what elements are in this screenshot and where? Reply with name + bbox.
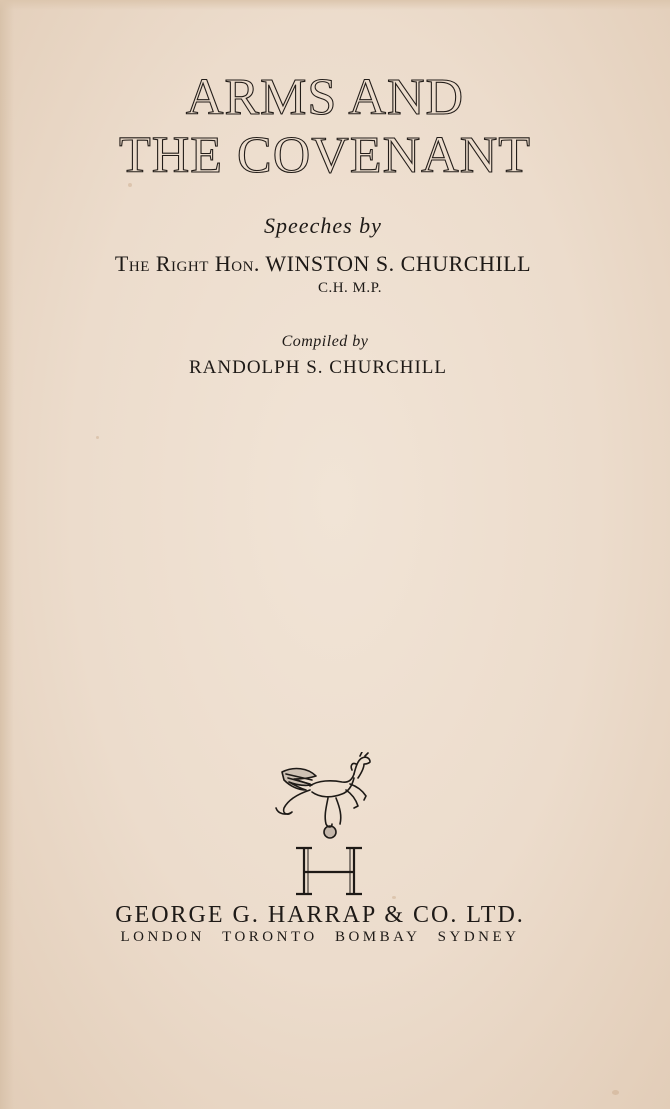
author-prefix: The Right Hon. [114, 251, 260, 276]
publisher-cities [0, 929, 655, 946]
compiled-by-label: Compiled by [281, 333, 369, 350]
city-name: TORONTO [222, 929, 318, 945]
compiler-name: RANDOLPH S. CHURCHILL [189, 357, 447, 378]
pegasus-harrap-colophon-icon [270, 752, 380, 898]
city-name: SYDNEY [437, 929, 520, 945]
speeches-by-label: Speeches by [264, 213, 382, 238]
book-title-line-2: THE COVENANT [118, 127, 532, 184]
book-title-line-1: ARMS AND [185, 69, 465, 126]
paper-speck [612, 1090, 619, 1095]
paper-speck [392, 896, 396, 899]
city-name: LONDON [120, 929, 205, 945]
author-degrees: C.H. M.P. [317, 280, 383, 296]
publisher-name: GEORGE G. HARRAP & CO. LTD. [115, 902, 525, 928]
city-name: BOMBAY [334, 929, 421, 945]
page-top-shadow [0, 0, 670, 10]
author-name: WINSTON S. CHURCHILL [265, 251, 532, 276]
author-line [0, 251, 658, 277]
paper-speck [96, 436, 99, 439]
